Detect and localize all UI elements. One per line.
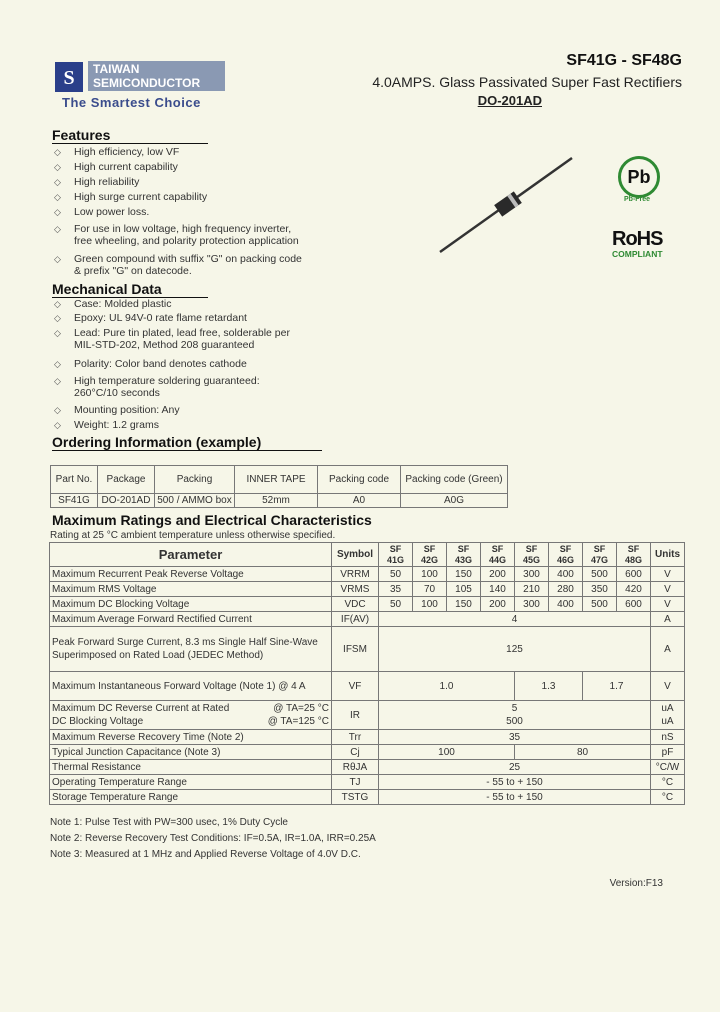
- table-row: [50, 597, 685, 612]
- bullet-icon: ◇: [54, 420, 61, 430]
- value-cell: 350: [583, 582, 617, 597]
- list-item: ◇ For use in low voltage, high frequency inverter, free wheeling, and polarity protection application: [54, 223, 299, 247]
- ratings-subtitle: Rating at 25 °C ambient temperature unless otherwise specified.: [50, 530, 336, 541]
- value-cell: 300: [515, 567, 549, 582]
- value-cell: - 55 to + 150: [379, 790, 651, 805]
- bullet-icon: ◇: [54, 405, 61, 415]
- symbol-cell: VF: [332, 672, 379, 701]
- mechanical-list: [52, 298, 302, 433]
- value-cell: 600: [617, 597, 651, 612]
- table-row: [50, 567, 685, 582]
- table-header-cell: SF 43G: [447, 543, 481, 567]
- symbol-cell: Cj: [332, 745, 379, 760]
- table-header-cell: INNER TAPE: [235, 466, 318, 494]
- version-label: Version:F13: [609, 878, 663, 889]
- unit-cell: A: [651, 612, 685, 627]
- symbol-cell: TJ: [332, 775, 379, 790]
- table-row: [50, 627, 685, 672]
- ratings-heading: Maximum Ratings and Electrical Characteristics: [52, 512, 372, 528]
- symbol-cell: VRMS: [332, 582, 379, 597]
- param-cell: Storage Temperature Range: [50, 790, 332, 805]
- unit-cell: V: [651, 672, 685, 701]
- bullet-icon: ◇: [54, 328, 61, 338]
- value-cell: 280: [549, 582, 583, 597]
- param-cell: Maximum DC Blocking Voltage: [50, 597, 332, 612]
- ordering-heading: Ordering Information (example): [52, 434, 322, 451]
- features-list: [52, 146, 302, 281]
- value-cell: 600: [617, 567, 651, 582]
- bullet-icon: ◇: [54, 359, 61, 369]
- value-cell: 25: [379, 760, 651, 775]
- bullet-icon: ◇: [54, 299, 61, 309]
- param-cell: Maximum DC Reverse Current at Rated @ TA=25 °C DC Blocking Voltage @ TA=125 °C: [50, 701, 332, 730]
- value-cell: 50: [379, 567, 413, 582]
- table-header-cell: SF 44G: [481, 543, 515, 567]
- company-name: TAIWAN SEMICONDUCTOR: [88, 61, 225, 91]
- param-cell: Maximum Reverse Recovery Time (Note 2): [50, 730, 332, 745]
- bullet-icon: ◇: [54, 192, 61, 202]
- bullet-icon: ◇: [54, 224, 61, 234]
- value-cell: 300: [515, 597, 549, 612]
- value-cell: - 55 to + 150: [379, 775, 651, 790]
- value-cell: 420: [617, 582, 651, 597]
- list-item: ◇ High efficiency, low VF: [54, 146, 180, 158]
- table-cell: A0: [318, 494, 401, 508]
- table-header-cell: SF 41G: [379, 543, 413, 567]
- unit-cell: V: [651, 597, 685, 612]
- list-item: ◇ Epoxy: UL 94V-0 rate flame retardant: [54, 312, 247, 324]
- rohs-logo: RoHS: [612, 228, 663, 250]
- value-cell: 105: [447, 582, 481, 597]
- ordering-table: [50, 465, 508, 508]
- table-header-cell: SF 48G: [617, 543, 651, 567]
- param-cell: Thermal Resistance: [50, 760, 332, 775]
- company-logo-icon: [55, 62, 83, 92]
- unit-cell: nS: [651, 730, 685, 745]
- table-header-cell: Parameter: [50, 543, 332, 567]
- table-header-cell: SF 46G: [549, 543, 583, 567]
- list-item: ◇ Mounting position: Any: [54, 404, 180, 416]
- value-cell: 100: [379, 745, 515, 760]
- list-item: ◇ Green compound with suffix "G" on packing code & prefix "G" on datecode.: [54, 253, 302, 277]
- symbol-cell: IFSM: [332, 627, 379, 672]
- table-cell: 52mm: [235, 494, 318, 508]
- bullet-icon: ◇: [54, 162, 61, 172]
- list-item: ◇ High temperature soldering guaranteed: 260°C/10 seconds: [54, 375, 260, 399]
- value-cell: 140: [481, 582, 515, 597]
- table-row: [50, 775, 685, 790]
- list-item: ◇ Polarity: Color band denotes cathode: [54, 358, 247, 370]
- symbol-cell: VRRM: [332, 567, 379, 582]
- product-subtitle: 4.0AMPS. Glass Passivated Super Fast Rectifiers: [372, 74, 682, 90]
- param-cell: Maximum RMS Voltage: [50, 582, 332, 597]
- note-3: Note 3: Measured at 1 MHz and Applied Reverse Voltage of 4.0V D.C.: [50, 849, 361, 860]
- unit-cell: A: [651, 627, 685, 672]
- table-header-cell: SF 47G: [583, 543, 617, 567]
- rohs-compliant-label: COMPLIANT: [612, 249, 663, 259]
- value-cell: 4: [379, 612, 651, 627]
- value-cell: 200: [481, 567, 515, 582]
- note-1: Note 1: Pulse Test with PW=300 usec, 1% Duty Cycle: [50, 817, 288, 828]
- list-item: ◇ High surge current capability: [54, 191, 208, 203]
- value-cell: 210: [515, 582, 549, 597]
- table-cell: SF41G: [51, 494, 98, 508]
- table-row: [50, 582, 685, 597]
- package-name: DO-201AD: [477, 93, 542, 108]
- bullet-icon: ◇: [54, 376, 61, 386]
- table-header-cell: Packing code: [318, 466, 401, 494]
- symbol-cell: Trr: [332, 730, 379, 745]
- value-cell: 1.3: [515, 672, 583, 701]
- unit-cell: °C: [651, 775, 685, 790]
- list-item: ◇ Weight: 1.2 grams: [54, 419, 160, 431]
- table-row: [50, 612, 685, 627]
- part-number-title: SF41G - SF48G: [566, 52, 682, 69]
- table-cell: A0G: [401, 494, 508, 508]
- table-cell: 500 / AMMO box: [155, 494, 235, 508]
- list-item: ◇ Low power loss.: [54, 206, 150, 218]
- symbol-cell: IF(AV): [332, 612, 379, 627]
- param-cell: Peak Forward Surge Current, 8.3 ms Single Half Sine-Wave Superimposed on Rated Load (JEDEC Method): [50, 627, 332, 672]
- param-cell: Typical Junction Capacitance (Note 3): [50, 745, 332, 760]
- symbol-cell: RθJA: [332, 760, 379, 775]
- bullet-icon: ◇: [54, 147, 61, 157]
- unit-cell: V: [651, 567, 685, 582]
- mechanical-heading: Mechanical Data: [52, 281, 208, 298]
- value-cell: 150: [447, 597, 481, 612]
- table-header-cell: Symbol: [332, 543, 379, 567]
- list-item: ◇ Lead: Pure tin plated, lead free, solderable per MIL-STD-202, Method 208 guaranteed: [54, 327, 290, 351]
- table-header-cell: SF 42G: [413, 543, 447, 567]
- value-cell: 100: [413, 567, 447, 582]
- value-cell: 125: [379, 627, 651, 672]
- list-item: ◇ Case: Molded plastic: [54, 298, 172, 310]
- value-cell: 35: [379, 582, 413, 597]
- param-cell: Maximum Average Forward Rectified Current: [50, 612, 332, 627]
- unit-cell: V: [651, 582, 685, 597]
- param-cell: Maximum Instantaneous Forward Voltage (Note 1) @ 4 A: [50, 672, 332, 701]
- unit-cell: uA uA: [651, 701, 685, 730]
- unit-cell: °C/W: [651, 760, 685, 775]
- value-cell: 1.7: [583, 672, 651, 701]
- table-header-cell: SF 45G: [515, 543, 549, 567]
- table-cell: DO-201AD: [98, 494, 155, 508]
- value-cell: 500: [583, 597, 617, 612]
- ratings-table: [49, 542, 685, 805]
- notes: [50, 815, 376, 863]
- value-cell: 100: [413, 597, 447, 612]
- table-row: [50, 730, 685, 745]
- bullet-icon: ◇: [54, 313, 61, 323]
- table-row: [50, 672, 685, 701]
- value-cell: 400: [549, 597, 583, 612]
- param-cell: Maximum Recurrent Peak Reverse Voltage: [50, 567, 332, 582]
- bullet-icon: ◇: [54, 207, 61, 217]
- table-header-cell: Packing: [155, 466, 235, 494]
- unit-cell: °C: [651, 790, 685, 805]
- table-header-cell: Part No.: [51, 466, 98, 494]
- symbol-cell: IR: [332, 701, 379, 730]
- value-cell: 1.0: [379, 672, 515, 701]
- value-cell: 5 500: [379, 701, 651, 730]
- table-row: [50, 701, 685, 730]
- table-row: [50, 790, 685, 805]
- value-cell: 200: [481, 597, 515, 612]
- unit-cell: pF: [651, 745, 685, 760]
- value-cell: 35: [379, 730, 651, 745]
- features-heading: Features: [52, 127, 208, 144]
- table-header-cell: Units: [651, 543, 685, 567]
- bullet-icon: ◇: [54, 177, 61, 187]
- list-item: ◇ High current capability: [54, 161, 178, 173]
- table-row: [50, 745, 685, 760]
- value-cell: 70: [413, 582, 447, 597]
- pb-free-label: Pb-Free: [624, 196, 651, 203]
- table-row: [50, 760, 685, 775]
- value-cell: 500: [583, 567, 617, 582]
- table-header-cell: Packing code (Green): [401, 466, 508, 494]
- table-row: [51, 494, 508, 508]
- value-cell: 50: [379, 597, 413, 612]
- value-cell: 400: [549, 567, 583, 582]
- symbol-cell: VDC: [332, 597, 379, 612]
- table-header-cell: Package: [98, 466, 155, 494]
- pb-free-icon: Pb: [618, 156, 660, 198]
- svg-text:S: S: [63, 67, 75, 89]
- value-cell: 150: [447, 567, 481, 582]
- list-item: ◇ High reliability: [54, 176, 140, 188]
- symbol-cell: TSTG: [332, 790, 379, 805]
- value-cell: 80: [515, 745, 651, 760]
- param-cell: Operating Temperature Range: [50, 775, 332, 790]
- company-slogan: The Smartest Choice: [62, 95, 201, 110]
- bullet-icon: ◇: [54, 254, 61, 264]
- diode-package-illustration: [432, 150, 582, 260]
- note-2: Note 2: Reverse Recovery Test Conditions: IF=0.5A, IR=1.0A, IRR=0.25A: [50, 833, 376, 844]
